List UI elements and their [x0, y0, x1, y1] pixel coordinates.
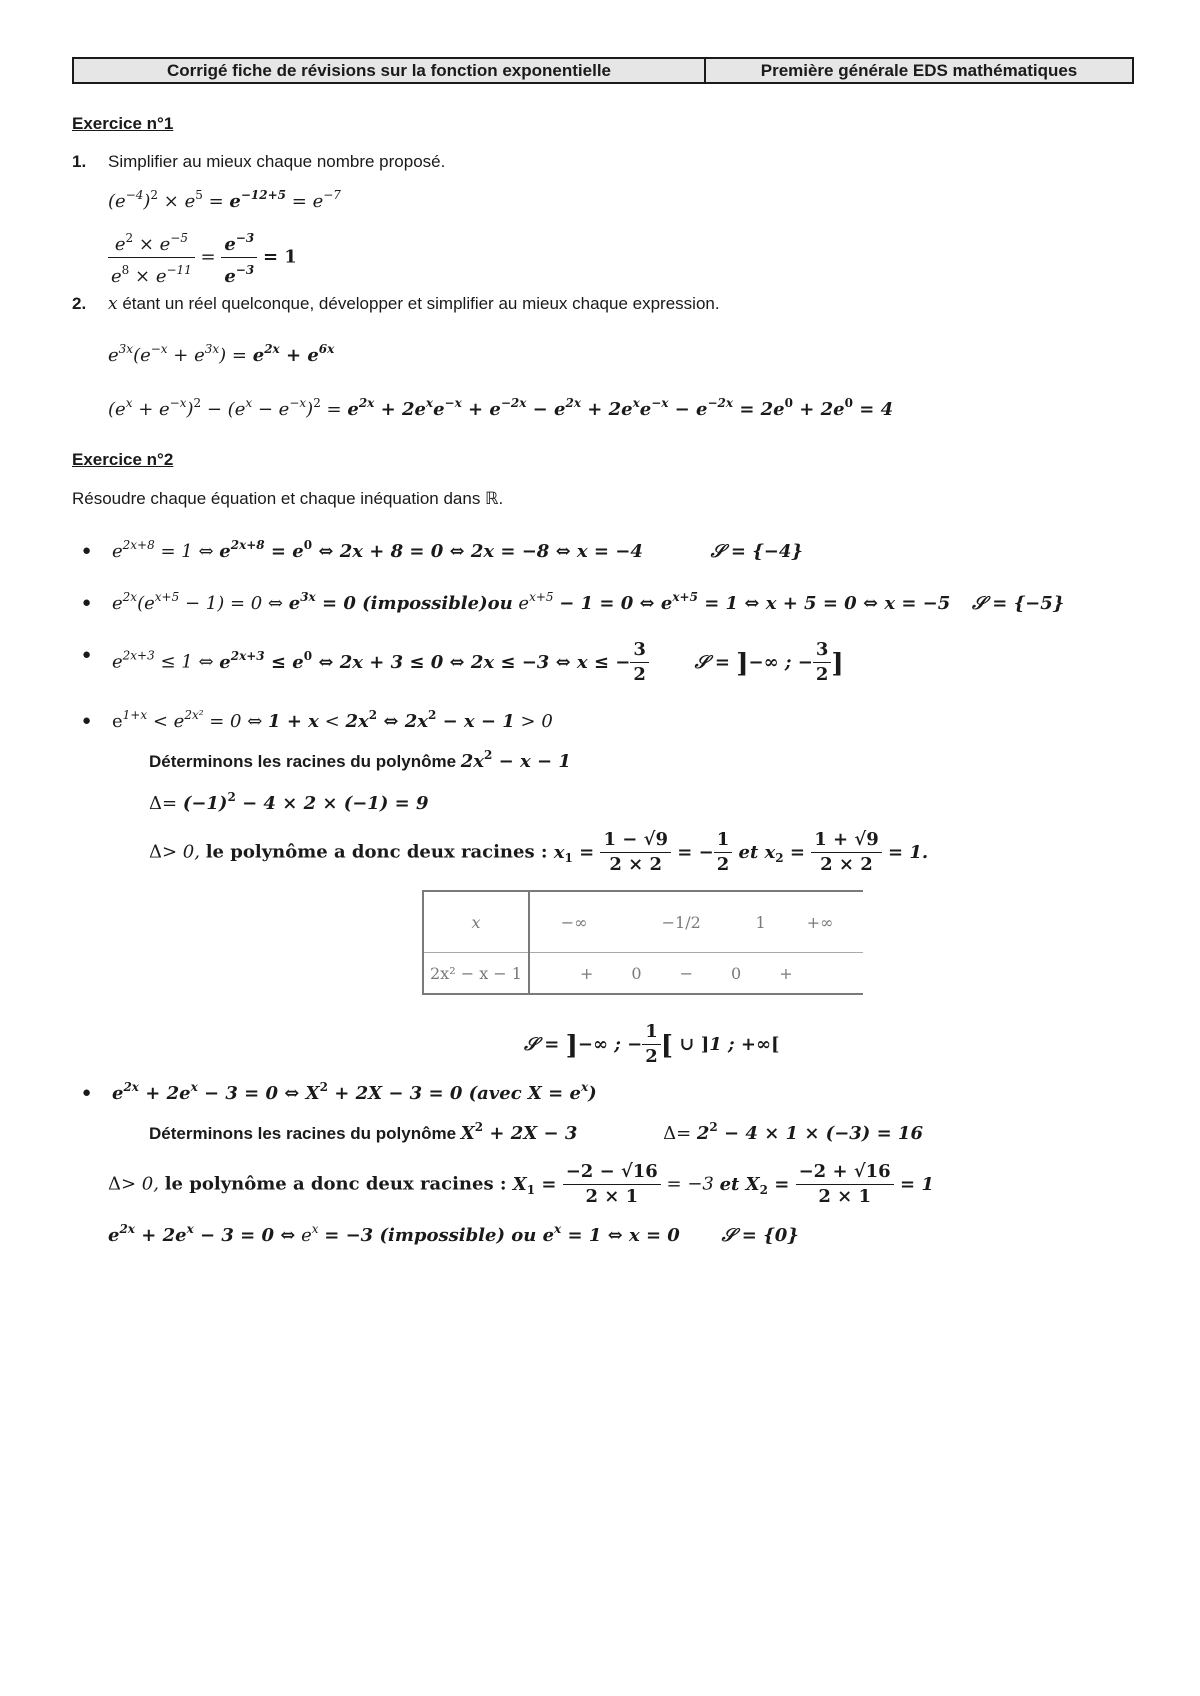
roots-label: Déterminons les racines du polynôme [149, 1124, 461, 1143]
sign-table-plus-infinity: +∞ [777, 891, 863, 953]
math-line-1: $(e^{-4})^2 \times e^5 = e^{-12+5} = e^{-7}$ [108, 188, 341, 212]
question-text: Simplifier au mieux chaque nombre proposé. [108, 152, 446, 171]
sign-table-row-signs: + 0 − 0 + [529, 953, 863, 995]
bullet: ● [82, 712, 92, 729]
sign-table-root-2: 1 [744, 891, 777, 953]
equation-2: $e^{2x}(e^{x+5} - 1) = 0$ ⇔ $e^{3x} = 0$ (impossible)ou $e^{x+5} - 1 = 0$ ⇔ $e^{x+5} = 1$ ⇔ x + 5 = 0 ⇔ x = −5 𝒮 = {−5} [112, 590, 1065, 614]
roots-heading-1: Déterminons les racines du polynôme $2x^2 - x - 1$ [149, 748, 571, 772]
sign-table-root-1: −1/2 [618, 891, 744, 953]
two-roots-text: le polynôme a donc deux racines : [164, 1173, 513, 1195]
bullet: ● [82, 646, 92, 663]
question-number: 2. [72, 294, 87, 313]
sign-table-header-var: x [423, 891, 529, 953]
exercise-2-title: Exercice n°2 [72, 450, 174, 469]
bullet: ● [82, 594, 92, 611]
sign-table-row-label: 2x² − x − 1 [423, 953, 529, 995]
header-title: Corrigé fiche de révisions sur la fonction exponentielle [74, 59, 706, 82]
question-text: étant un réel quelconque, développer et simplifier au mieux chaque expression. [117, 294, 720, 313]
roots-label: Déterminons les racines du polynôme [149, 752, 461, 771]
equation-1: $e^{2x+8} = 1$ ⇔ $e^{2x+8} = e^0$ ⇔ 2x + 8 = 0 ⇔ 2x = −8 ⇔ x = −4 𝒮 = {−4} [112, 538, 803, 562]
exercise-2-intro: Résoudre chaque équation et chaque inéquation dans ℝ. [72, 489, 504, 508]
roots-2: Δ> 0, le polynôme a donc deux racines : $X_1$ = $\frac{-2 - √16}{2 \times 1}$ = −3 et $X_2$ = $\frac{-2 + √16}{2 \times 1}$ = 1 [108, 1161, 934, 1207]
exercise-1-title: Exercice n°1 [72, 114, 174, 133]
discriminant-1: $\Delta= (-1)^2 - 4 \times 2 \times (-1) = 9$ [149, 790, 429, 814]
inequation-1: $e^{2x+3} \le 1$ ⇔ $e^{2x+3} \le e^0$ ⇔ 2x + 3 ≤ 0 ⇔ 2x ≤ −3 ⇔ x ≤ − $\frac{3}{2}$ 𝒮 = ]−∞ ; − $\frac{3}{2}$ ] [112, 639, 844, 685]
exercise-1-question-2 [72, 294, 720, 314]
solution-set-4: 𝒮 = ]−∞ ; − $\frac{1}{2}$ [ ∪ ]1 ; +∞[ [524, 1021, 780, 1067]
inequation-2: $e^{1+x} < e^{2x^2} = 0$ ⇔ $1 + x < 2x^2$ ⇔ $2x^2 - x - 1 > 0$ [112, 708, 553, 732]
exercise-1-question-1 [72, 152, 445, 172]
math-line-2: $\frac{e^2 \times e^{-5}}{e^8 \times e^{-11}}$ = $\frac{e^{-3}}{e^{-3}}$ = 1 [108, 226, 297, 289]
math-line-4: $(e^x + e^{-x})^2 - (e^x - e^{-x})^2 = e^{2x} + 2e^xe^{-x} + e^{-2x} - e^{2x} + 2e^xe^{-x} - e^{-2x} = 2e^0 + 2e^0 = 4$ [108, 396, 894, 420]
bullet: ● [82, 1084, 92, 1101]
two-roots-text: le polynôme a donc deux racines : [205, 841, 554, 863]
bullet: ● [82, 542, 92, 559]
sign-table [422, 890, 863, 995]
header-level: Première générale EDS mathématiques [760, 60, 1078, 80]
variable-x: x [108, 294, 118, 314]
header-table [72, 57, 1134, 84]
sign-table-minus-infinity: −∞ [529, 891, 618, 953]
roots-1: Δ> 0, le polynôme a donc deux racines : $x_1$ = $\frac{1 - √9}{2 \times 2}$ = − $\frac{1}{2}$ et $x_2$ = $\frac{1 + √9}{2 \times 2}$ = 1. [149, 829, 929, 875]
roots-heading-2: Déterminons les racines du polynôme $X^2 + 2X - 3$ $\Delta= 2^2 - 4 \times 1 \times (-3) = 16$ [149, 1120, 923, 1144]
math-line-3: $e^{3x}(e^{-x} + e^{3x}) = e^{2x} + e^{6x}$ [108, 342, 335, 366]
equation-5: $e^{2x} + 2e^x - 3 = 0$ ⇔ $X^2 + 2X - 3 = 0$ (avec $X = e^x$) [112, 1080, 597, 1104]
equation-5-conclusion: $e^{2x} + 2e^x - 3 = 0$ ⇔ $e^x = -3$ (impossible) ou $e^x = 1$ ⇔ x = 0 𝒮 = {0} [108, 1222, 799, 1246]
question-number: 1. [72, 152, 87, 171]
